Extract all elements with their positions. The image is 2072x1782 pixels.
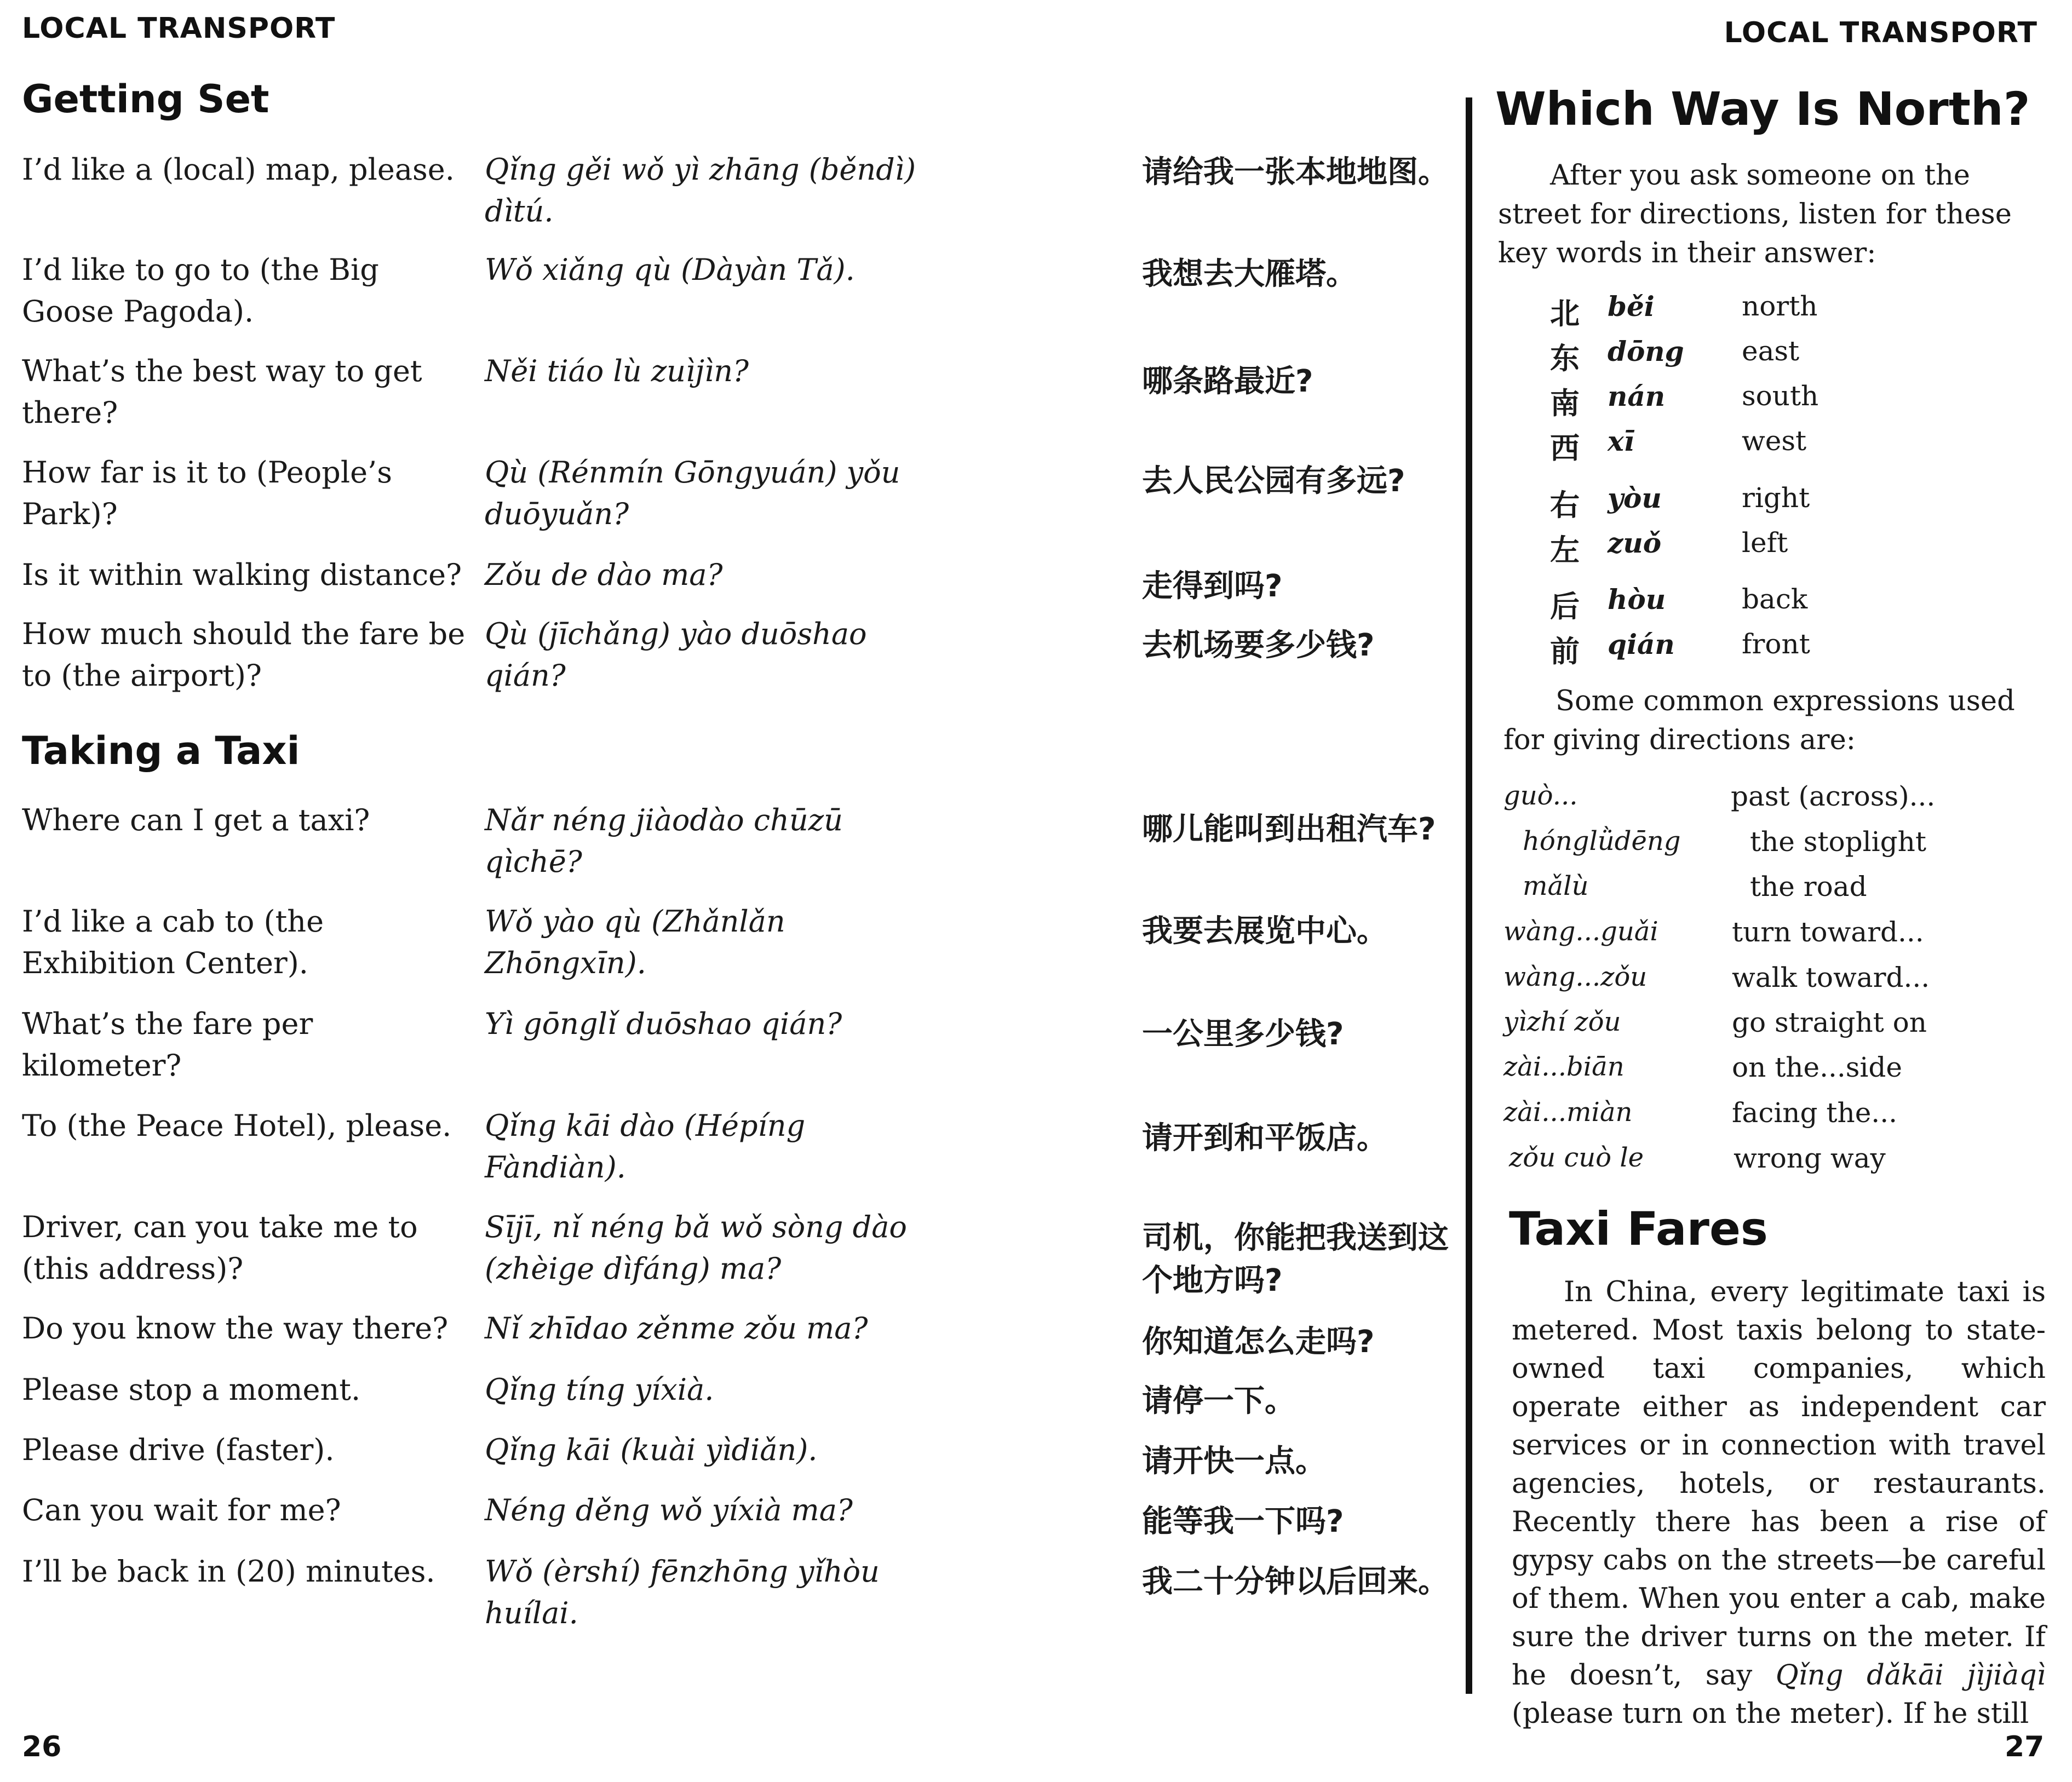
chinese-phrase: 你知道怎么走吗? <box>1142 1324 1375 1360</box>
expression-english: past (across)... <box>1731 780 1936 812</box>
english-phrase: Where can I get a taxi? <box>22 803 370 837</box>
chinese-phrase: 哪儿能叫到出租汽车? <box>1142 812 1436 847</box>
fares-text-part-2: (please turn on the meter). If he still <box>1512 1698 2029 1730</box>
chinese-phrase: 能等我一下吗? <box>1142 1504 1344 1539</box>
fares-phrase-pinyin: Qǐng dǎkāi jìjiàqì <box>1775 1659 2046 1692</box>
direction-character: 右 <box>1550 488 1580 522</box>
direction-pinyin: hòu <box>1608 583 1666 616</box>
expression-english: turn toward... <box>1732 916 1924 948</box>
direction-pinyin: yòu <box>1608 482 1662 514</box>
english-phrase: Is it within walking distance? <box>22 557 462 592</box>
direction-character: 左 <box>1550 533 1580 567</box>
column-divider-rule <box>1466 97 1472 1694</box>
english-phrase: What’s the fare per kilometer? <box>22 1007 313 1083</box>
section-heading-taking-a-taxi: Taking a Taxi <box>22 728 300 773</box>
expression-pinyin: zǒu cuò le <box>1509 1142 1644 1173</box>
pinyin-phrase: Sījī, nǐ néng bǎ wǒ sòng dào (zhèige dìfáng) ma? <box>485 1210 907 1286</box>
chinese-phrase: 请停一下。 <box>1142 1383 1295 1419</box>
expressions-intro-paragraph: Some common expressions used for giving directions are: <box>1503 685 2015 756</box>
expression-english: the stoplight <box>1750 826 1926 858</box>
direction-english: north <box>1742 290 1818 322</box>
direction-english: left <box>1742 527 1788 559</box>
expression-english: wrong way <box>1734 1142 1886 1174</box>
direction-english: west <box>1742 425 1807 457</box>
english-phrase: Driver, can you take me to (this address)? <box>22 1210 418 1286</box>
pinyin-phrase: Nǎr néng jiàodào chūzū qìchē? <box>485 803 843 879</box>
north-intro-paragraph: After you ask someone on the street for directions, listen for these key words in their answer: <box>1498 159 2012 269</box>
english-phrase: Please drive (faster). <box>22 1433 335 1467</box>
direction-english: south <box>1742 380 1819 412</box>
pinyin-phrase: Qǐng kāi (kuài yìdiǎn). <box>485 1433 818 1467</box>
chinese-phrase: 请开快一点。 <box>1142 1444 1326 1479</box>
chinese-phrase: 走得到吗? <box>1142 568 1283 604</box>
direction-english: east <box>1742 335 1800 367</box>
fares-text-part-1: In China, every legitimate taxi is metered. Most taxis belong to state-owned taxi companies, which operate either as independent car services or in connection with travel agencies, hotels, or restaurants. Recently there has been a rise of gypsy cabs on the streets—be careful of them. When you enter a cab, make sure the driver turns on the meter. If he doesn’t, say <box>1512 1276 2046 1692</box>
direction-character: 东 <box>1550 341 1580 376</box>
chinese-phrase: 司机，你能把我送到这个地方吗? <box>1142 1220 1449 1298</box>
direction-character: 前 <box>1550 634 1580 669</box>
english-phrase: Please stop a moment. <box>22 1372 361 1407</box>
chinese-phrase: 哪条路最近? <box>1142 364 1313 399</box>
pinyin-phrase: Qù (Rénmín Gōngyuán) yǒu duōyuǎn? <box>485 455 900 531</box>
section-heading-getting-set: Getting Set <box>22 77 269 122</box>
direction-character: 后 <box>1550 589 1580 624</box>
direction-pinyin: nán <box>1608 380 1666 412</box>
left-page-number: 26 <box>22 1731 62 1763</box>
english-phrase: I’d like to go to (the Big Goose Pagoda). <box>22 252 379 329</box>
chinese-phrase: 请开到和平饭店。 <box>1142 1120 1387 1156</box>
direction-character: 西 <box>1550 431 1580 465</box>
english-phrase: How far is it to (People’s Park)? <box>22 455 392 531</box>
pinyin-phrase: Qù (jīchǎng) yào duōshao qián? <box>485 617 867 693</box>
direction-english: front <box>1742 628 1810 660</box>
chinese-phrase: 我二十分钟以后回来。 <box>1142 1564 1449 1600</box>
expression-pinyin: yìzhí zǒu <box>1503 1007 1621 1037</box>
pinyin-phrase: Zǒu de dào ma? <box>485 557 723 592</box>
expression-pinyin: hónglǜdēng <box>1523 826 1681 856</box>
expression-english: go straight on <box>1732 1007 1927 1038</box>
direction-english: back <box>1742 583 1808 615</box>
expression-pinyin: zài...miàn <box>1503 1097 1633 1128</box>
pinyin-phrase: Qǐng tíng yíxià. <box>485 1372 714 1407</box>
english-phrase: Can you wait for me? <box>22 1493 341 1527</box>
chinese-phrase: 我要去展览中心。 <box>1142 913 1387 949</box>
direction-character: 南 <box>1550 386 1580 421</box>
expression-english: the road <box>1750 871 1867 903</box>
english-phrase: I’ll be back in (20) minutes. <box>22 1554 435 1589</box>
direction-pinyin: qián <box>1608 628 1675 660</box>
pinyin-phrase: Wǒ (èrshí) fēnzhōng yǐhòu huílai. <box>485 1554 880 1630</box>
chinese-phrase: 请给我一张本地地图。 <box>1142 154 1449 190</box>
direction-pinyin: běi <box>1608 290 1655 323</box>
pinyin-phrase: Wǒ xiǎng qù (Dàyàn Tǎ). <box>485 252 855 287</box>
pinyin-phrase: Néng děng wǒ yíxià ma? <box>485 1493 853 1527</box>
english-phrase: I’d like a cab to (the Exhibition Center). <box>22 904 324 980</box>
pinyin-phrase: Yì gōnglǐ duōshao qián? <box>485 1007 842 1041</box>
english-phrase: What’s the best way to get there? <box>22 354 422 430</box>
pinyin-phrase: Qǐng kāi dào (Hépíng Fàndiàn). <box>485 1108 806 1185</box>
pinyin-phrase: Wǒ yào qù (Zhǎnlǎn Zhōngxīn). <box>485 904 785 980</box>
expression-pinyin: wàng...guǎi <box>1503 916 1658 947</box>
expression-english: on the...side <box>1732 1051 1903 1083</box>
english-phrase: To (the Peace Hotel), please. <box>22 1108 452 1143</box>
chinese-phrase: 去人民公园有多远? <box>1142 463 1405 499</box>
left-running-header: LOCAL TRANSPORT <box>22 12 336 45</box>
direction-pinyin: xī <box>1608 425 1634 457</box>
right-running-header: LOCAL TRANSPORT <box>1724 16 2037 49</box>
expression-pinyin: wàng...zǒu <box>1503 962 1648 992</box>
section-heading-which-way-north: Which Way Is North? <box>1495 82 2030 136</box>
expression-english: facing the... <box>1732 1097 1897 1129</box>
english-phrase: Do you know the way there? <box>22 1311 449 1346</box>
section-heading-taxi-fares: Taxi Fares <box>1509 1202 1768 1256</box>
direction-english: right <box>1742 482 1810 514</box>
taxi-fares-paragraph <box>1512 1273 2046 1733</box>
expression-pinyin: zài...biān <box>1503 1051 1625 1082</box>
direction-pinyin: dōng <box>1608 335 1684 367</box>
expression-pinyin: mǎlù <box>1523 871 1589 901</box>
expression-pinyin: guò... <box>1503 780 1578 811</box>
english-phrase: I’d like a (local) map, please. <box>22 152 455 187</box>
english-phrase: How much should the fare be to (the airport)? <box>22 617 466 693</box>
chinese-phrase: 一公里多少钱? <box>1142 1016 1344 1052</box>
pinyin-phrase: Něi tiáo lù zuìjìn? <box>485 354 749 388</box>
pinyin-phrase: Nǐ zhīdao zěnme zǒu ma? <box>485 1311 868 1346</box>
chinese-phrase: 我想去大雁塔。 <box>1142 256 1357 292</box>
pinyin-phrase: Qǐng gěi wǒ yì zhāng (běndì) dìtú. <box>485 152 916 228</box>
chinese-phrase: 去机场要多少钱? <box>1142 628 1375 663</box>
direction-pinyin: zuǒ <box>1608 527 1662 559</box>
expression-english: walk toward... <box>1732 962 1930 993</box>
right-page-number: 27 <box>2005 1731 2045 1763</box>
direction-character: 北 <box>1550 296 1580 331</box>
